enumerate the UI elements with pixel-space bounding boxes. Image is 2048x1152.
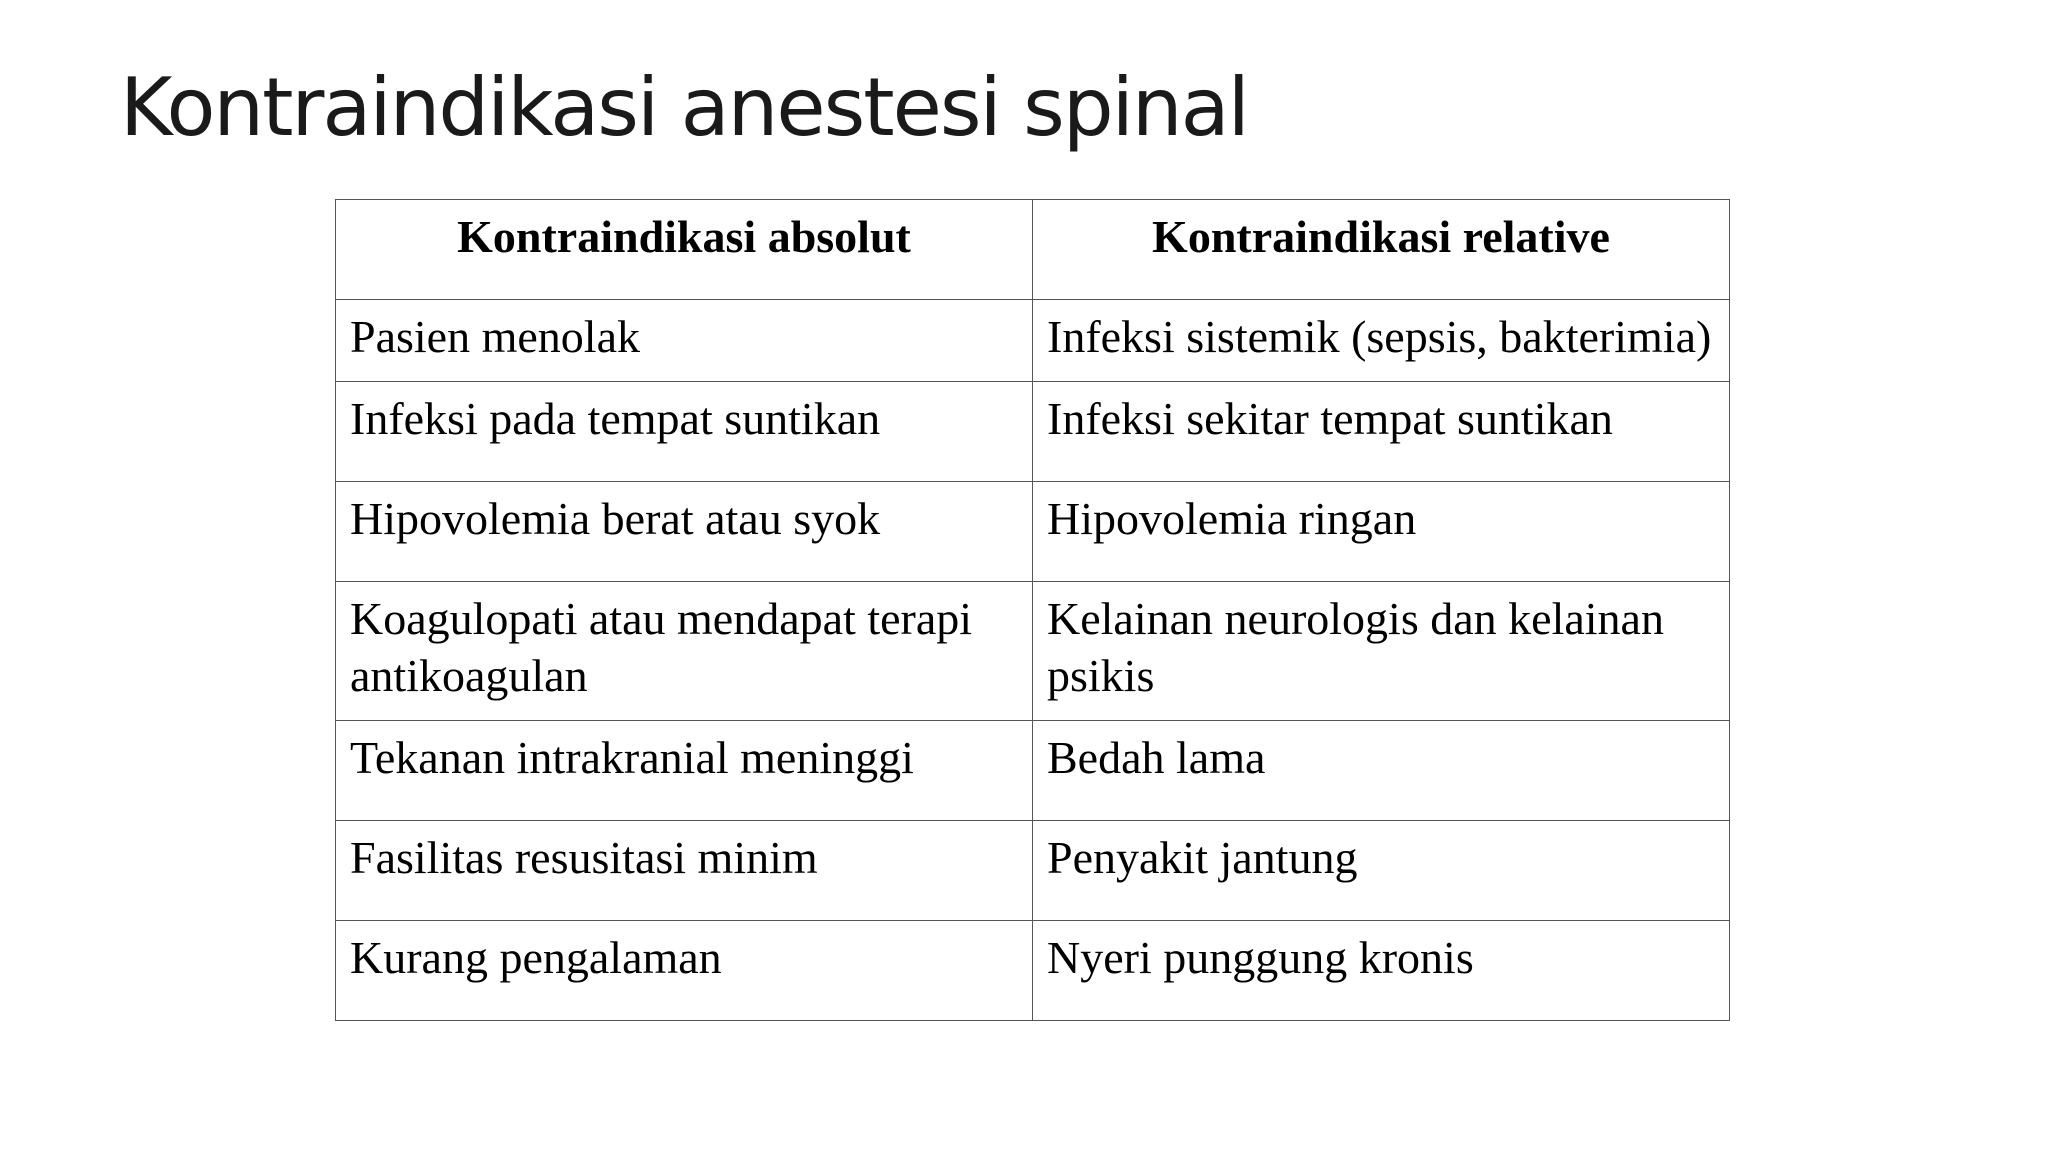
contraindication-table-container	[335, 199, 1730, 1021]
absolute-cell: Koagulopati atau mendapat terapi antikoagulan	[336, 582, 1033, 721]
table-row	[336, 921, 1730, 1021]
absolute-cell: Fasilitas resusitasi minim	[336, 821, 1033, 921]
table-row	[336, 582, 1730, 721]
absolute-cell: Hipovolemia berat atau syok	[336, 482, 1033, 582]
contraindication-table	[335, 199, 1730, 1021]
table-row	[336, 300, 1730, 382]
header-absolute: Kontraindikasi absolut	[336, 200, 1033, 300]
table-row	[336, 382, 1730, 482]
header-relative: Kontraindikasi relative	[1033, 200, 1730, 300]
absolute-cell: Tekanan intrakranial meninggi	[336, 721, 1033, 821]
table-row	[336, 482, 1730, 582]
absolute-cell: Kurang pengalaman	[336, 921, 1033, 1021]
relative-cell: Infeksi sekitar tempat suntikan	[1033, 382, 1730, 482]
relative-cell: Bedah lama	[1033, 721, 1730, 821]
absolute-cell: Infeksi pada tempat suntikan	[336, 382, 1033, 482]
relative-cell: Hipovolemia ringan	[1033, 482, 1730, 582]
relative-cell: Penyakit jantung	[1033, 821, 1730, 921]
relative-cell: Infeksi sistemik (sepsis, bakterimia)	[1033, 300, 1730, 382]
table-row	[336, 721, 1730, 821]
slide-title: Kontraindikasi anestesi spinal	[120, 61, 1248, 154]
relative-cell: Kelainan neurologis dan kelainan psikis	[1033, 582, 1730, 721]
table-header-row	[336, 200, 1730, 300]
relative-cell: Nyeri punggung kronis	[1033, 921, 1730, 1021]
table-row	[336, 821, 1730, 921]
absolute-cell: Pasien menolak	[336, 300, 1033, 382]
